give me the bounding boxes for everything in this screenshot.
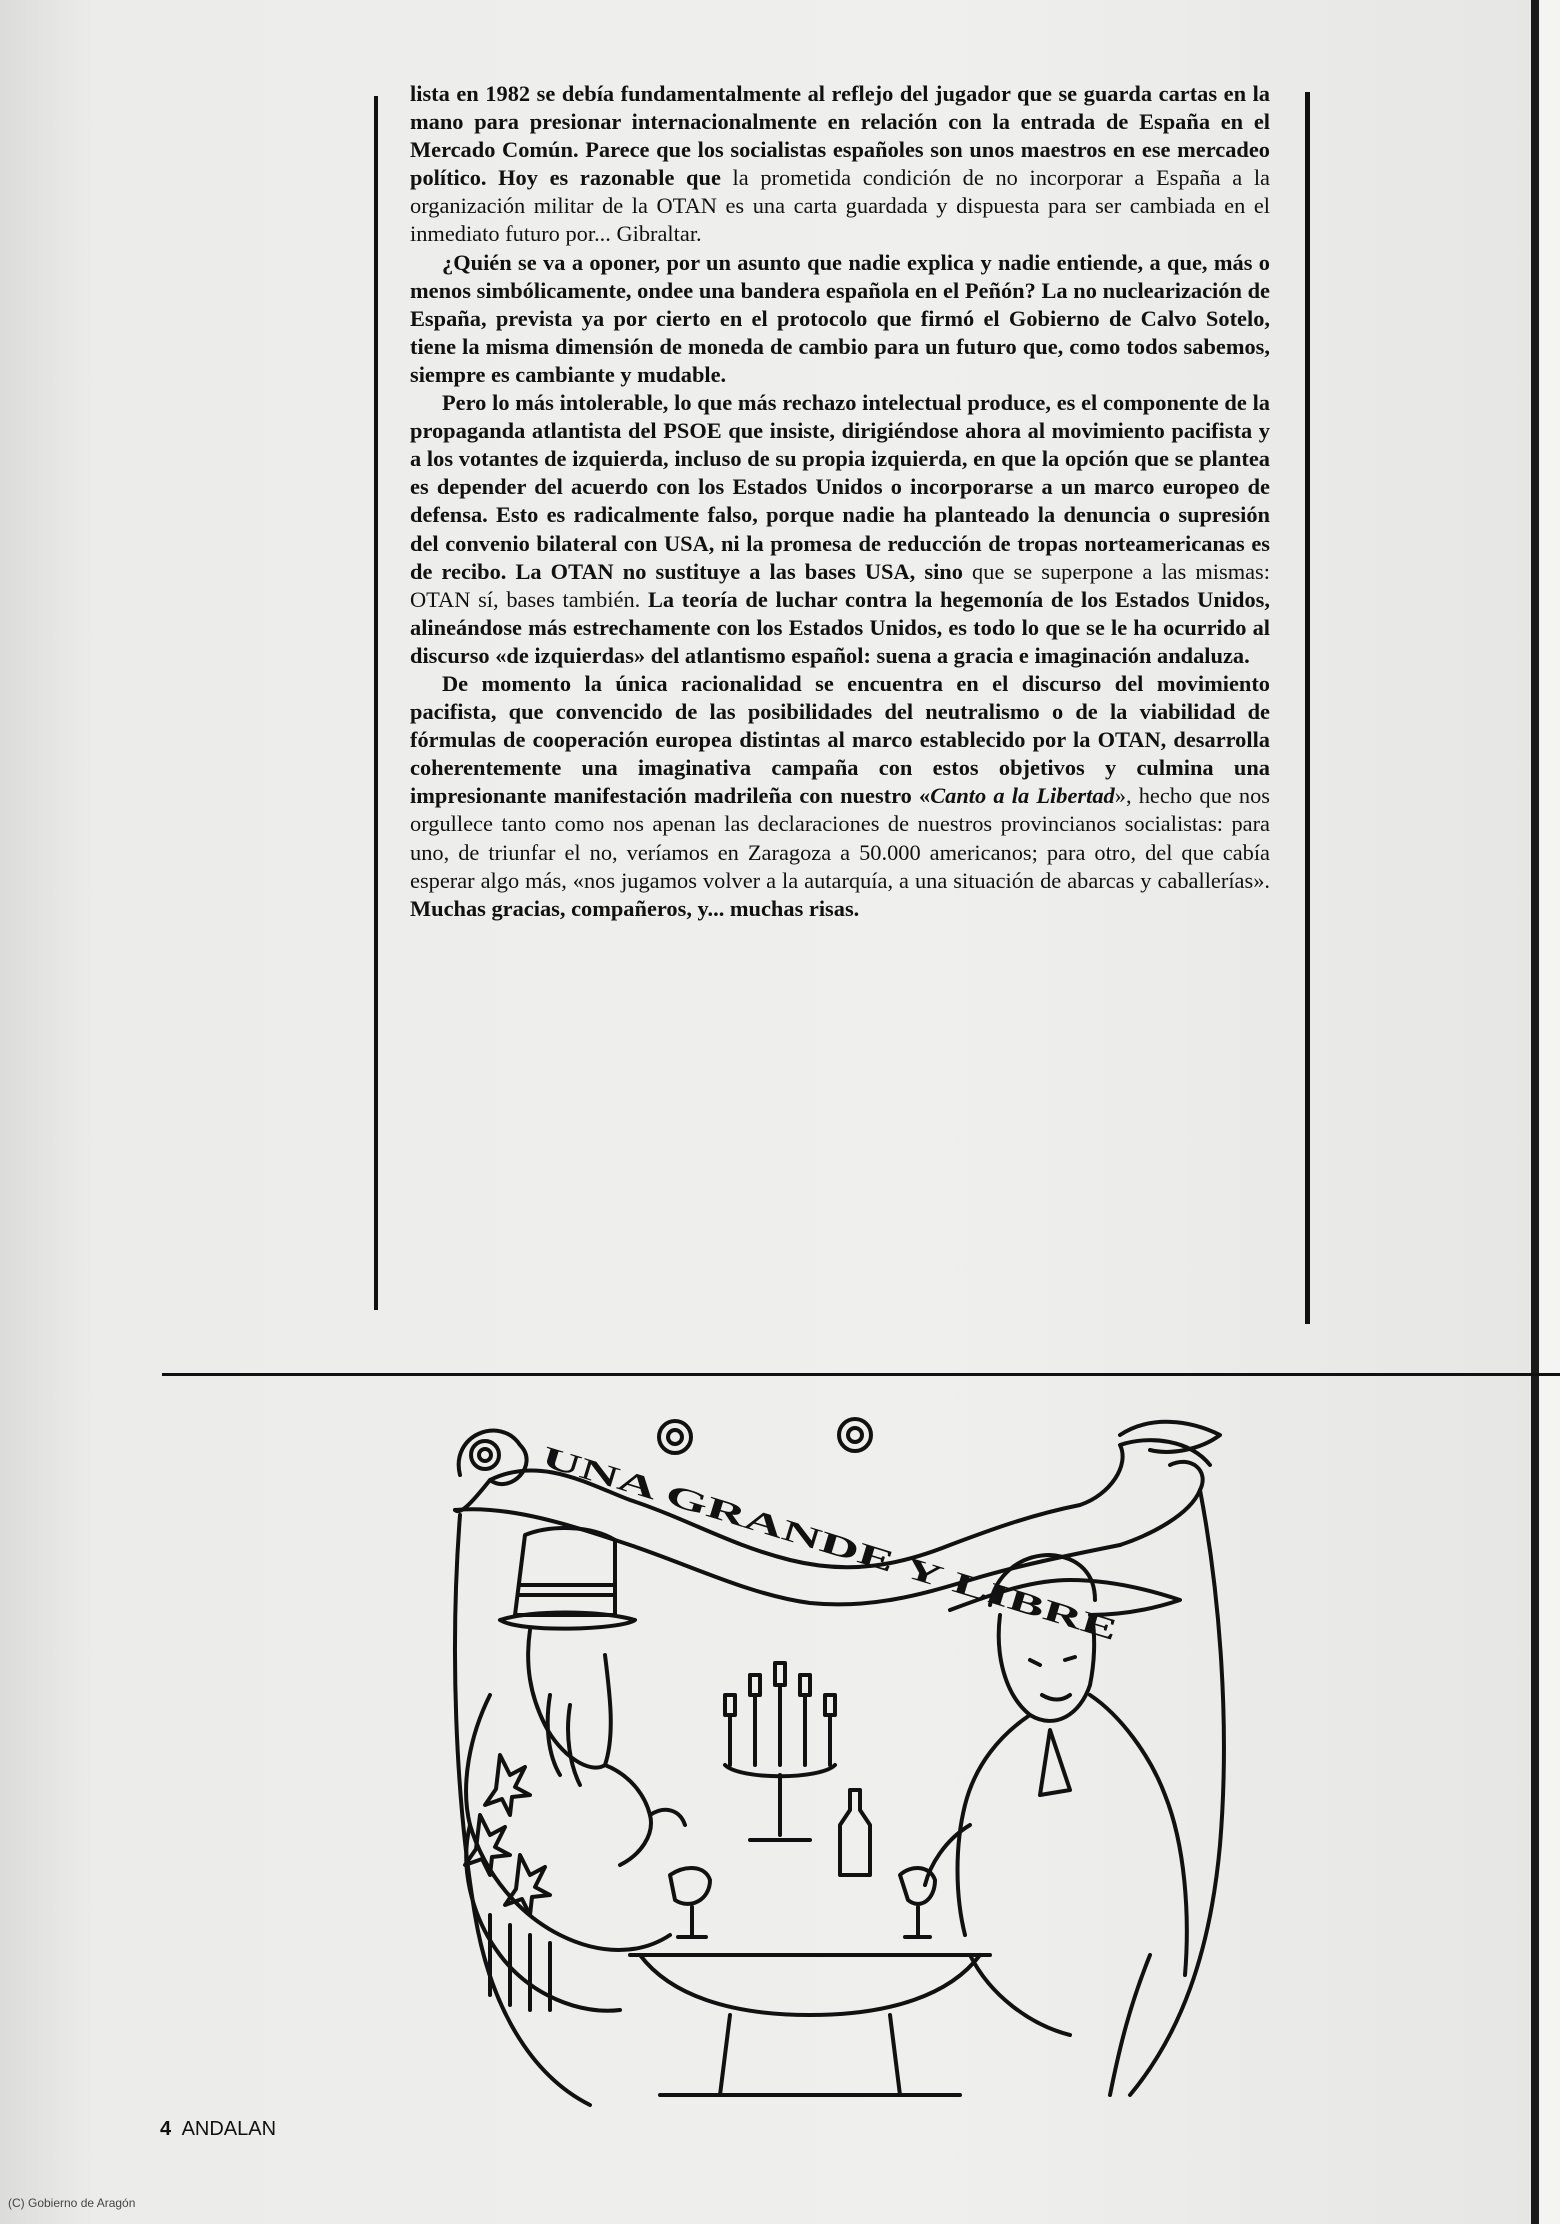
article-paragraph xyxy=(410,670,1270,923)
uncle-sam-hat xyxy=(515,1528,615,1615)
bold-text: lista en 1982 se debía fundamentalmente al reflejo del jugador que se guarda cartas en la mano para presionar internacionalmente en relación con la entrada de España en el Mercado Común. Parece que los socialistas españoles son unos maestros en ese mercadeo político. Hoy es razonable que xyxy=(410,81,1270,191)
normal-text: la prometida condición de no incorporar a España a la organización militar de la OTAN es una carta guardada y dispuesta para ser cambiada en el inmediato futuro por... Gibraltar. xyxy=(410,165,1270,247)
page-footer xyxy=(160,2118,276,2141)
publication-name: ANDALAN xyxy=(181,2118,277,2140)
banner-text-label: UNA GRANDE Y LIBRE xyxy=(537,1440,862,1568)
copyright-notice: (C) Gobierno de Aragón xyxy=(8,2196,136,2210)
article-paragraph xyxy=(410,80,1270,249)
bold-text: ¿Quién se va a oponer, por un asunto que nadie explica y nadie entiende, a que, más o menos simbólicamente, ondee una bandera española en el Peñón? La no nuclearización de España, prevista ya por cierto en el protocolo que firmó el Gobierno de Calvo Sotelo, tiene la misma dimensión de moneda de cambio para un futuro que, como todos sabemos, siempre es cambiante y mudable. xyxy=(410,249,1270,387)
article-paragraph xyxy=(410,249,1270,389)
article-paragraph xyxy=(410,389,1270,670)
article-body xyxy=(410,80,1270,923)
normal-text: que se superpone a las mismas: OTAN sí, bases también. xyxy=(410,558,1270,612)
page-edge-rule xyxy=(1531,0,1539,2224)
table xyxy=(630,1955,990,2015)
page-number: 4 xyxy=(160,2118,172,2140)
italic-title: Canto a la Libertad xyxy=(930,783,1115,809)
article-left-rule xyxy=(374,96,378,1310)
candelabra xyxy=(730,1685,830,1765)
normal-text: », hecho que nos orgullece tanto como nos apenan las declaraciones de nuestros provincianos socialistas: para uno, de triunfar el no, veríamos en Zaragoza a 50.000 americanos; para otro, del que cabía esperar algo más, «nos jugamos volver a la autarquía, a una situación de abarcas y caballerías». xyxy=(410,783,1270,893)
bold-text: Pero lo más intolerable, lo que más rechazo intelectual produce, es el componente de la propaganda atlantista del PSOE que insiste, dirigiéndose ahora al movimiento pacifista y a los votantes de izquierda, incluso de su propia izquierda, en que la opción que se plantea es depender del acuerdo con los Estados Unidos o incorporarse a un marco europeo de defensa. Esto es radicalmente falso, porque nadie ha planteado la denuncia o supresión del convenio bilateral con USA, ni la promesa de reducción de tropas norteamericanas es de recibo. La OTAN no sustituye a las bases USA, sino xyxy=(410,390,1270,584)
bold-text: Muchas gracias, compañeros, y... muchas risas. xyxy=(410,895,860,921)
bold-text: De momento la única racionalidad se encuentra en el discurso del movimiento pacifista, que convencido de las posibilidades del neutralismo o de la viabilidad de fórmulas de cooperación europea distintas al marco establecido por la OTAN, desarrolla coherentemente una imaginativa campaña con estos objetivos y culmina una impresionante manifestación madrileña con nuestro « xyxy=(410,670,1270,809)
article-right-rule xyxy=(1305,92,1310,1324)
cartoon-illustration xyxy=(430,1395,1250,2115)
section-divider-rule xyxy=(162,1373,1560,1376)
bold-text: La teoría de luchar contra la hegemonía de los Estados Unidos, alineándose más estrechamente con los Estados Unidos, es todo lo que se le ha ocurrido al discurso «de izquierdas» del atlantismo español: suena a gracia e imaginación andaluza. xyxy=(410,586,1270,668)
page-edge-strip xyxy=(1539,0,1560,2224)
